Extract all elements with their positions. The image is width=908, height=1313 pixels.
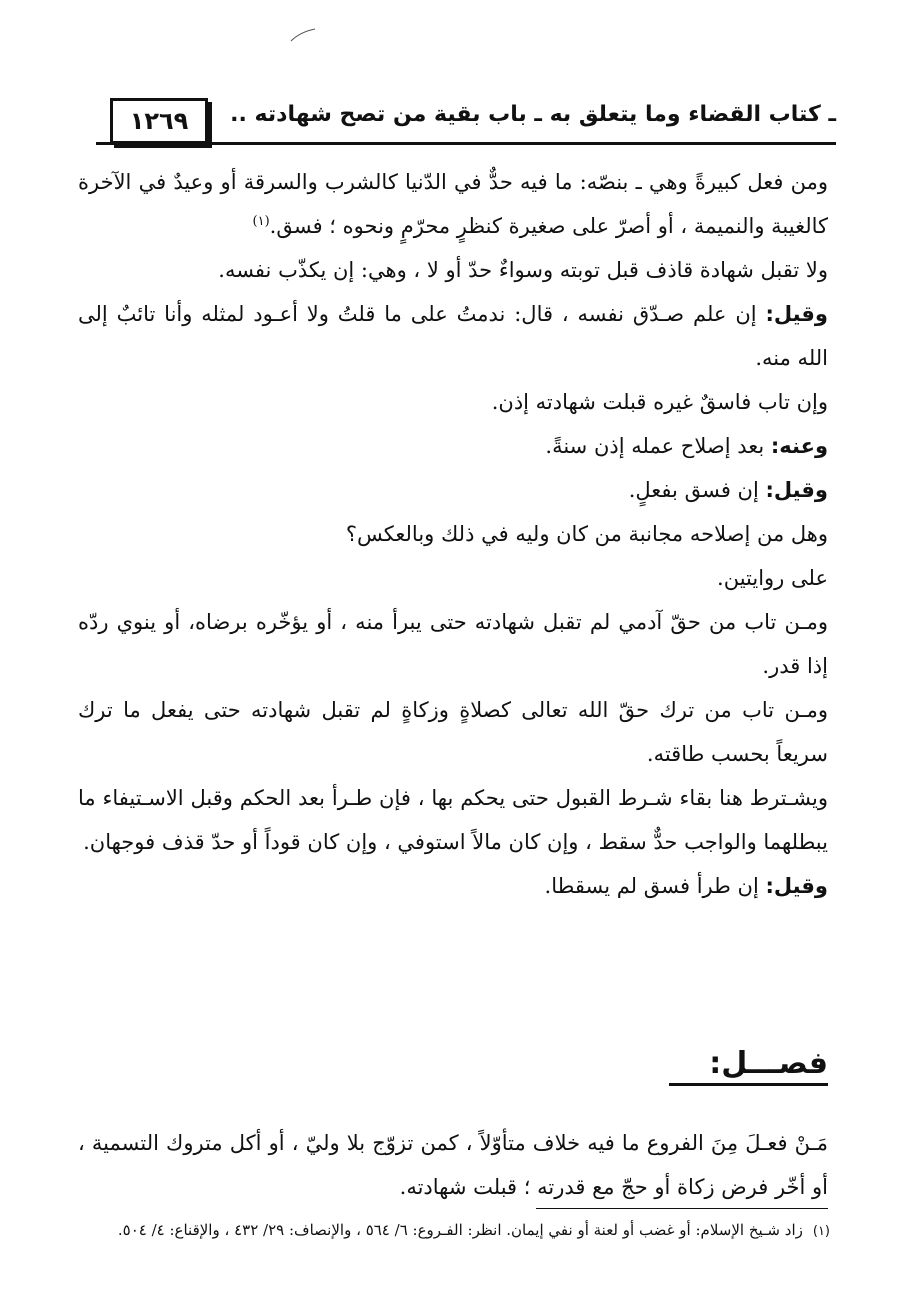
running-title: ـ كتاب القضاء وما يتعلق به ـ باب بقية من تصح شهادته .. [230,102,836,127]
page-header [96,96,836,148]
paragraph-text: وهل من إصلاحه مجانبة من كان وليه في ذلك وبالعكس؟ [345,522,828,546]
footnote-text: زاد شـيخ الإسلام: أو غضب أو لعنة أو نفي إيمان. انظر: الفـروع: ٦/ ٥٦٤ ، والإنصاف: ٢٩/ ٤٣٢ ، والإقناع: ٤/ ٥٠٤. [117,1221,803,1239]
paragraph-text: بعد إصلاح عمله إذن سنةً. [545,434,771,458]
paragraph [78,468,828,512]
paragraph-text: إن فسق بفعلٍ. [628,478,766,502]
header-rule [96,142,836,145]
paragraph-text: وإن تاب فاسقٌ غيره قبلت شهادته إذن. [491,390,828,414]
paragraph-text: ومـن تاب من حقّ آدمي لم تقبل شهادته حتى يبرأ منه ، أو يؤخّره برضاه، أو ينوي ردّه إذا قدر. [78,610,828,678]
page-number: ١٢٦٩ [110,98,208,144]
paragraph [78,380,828,424]
paragraph [78,600,828,688]
paragraph-lead: وقيل: [765,874,828,898]
paragraph [78,512,828,556]
paragraph-lead: وقيل: [765,478,828,502]
footnote-ref: (١) [252,214,270,229]
paragraph-text: ويشـترط هنا بقاء شـرط القبول حتى يحكم بها ، فإن طـرأ بعد الحكم وقبل الاسـتيفاء ما يبطلهما والواجب حدٌّ سقط ، وإن كان مالاً استوفي ، وإن كان قوداً أو حدّ قذف فوجهان. [78,786,828,854]
paragraph-lead: وقيل: [765,302,828,326]
paragraph [78,160,828,248]
paragraph-text: إن علم صـدّق نفسه ، قال: ندمتُ على ما قلتُ ولا أعـود لمثله وأنا تائبٌ إلى الله منه. [78,302,828,370]
footnote-number: (١) [812,1224,830,1239]
pen-mark [290,28,316,42]
paragraph [78,864,828,908]
paragraph-text: ومـن تاب من ترك حقّ الله تعالى كصلاةٍ وزكاةٍ لم تقبل شهادته حتى يفعل ما ترك سريعاً بحسب طاقته. [78,698,828,766]
footnote [90,1216,830,1246]
section-heading: فصـــل: [669,1046,828,1086]
paragraph-text: ومن فعل كبيرةً وهي ـ بنصّه: ما فيه حدٌّ في الدّنيا كالشرب والسرقة أو وعيدٌ في الآخرة كالغيبة والنميمة ، أو أصرّ على صغيرة كنظرٍ محرّمٍ ونحوه ؛ فسق. [78,170,828,238]
paragraph-text: على روايتين. [717,566,828,590]
footnote-rule [536,1208,828,1209]
paragraph [78,688,828,776]
main-text [78,160,828,908]
paragraph [78,424,828,468]
paragraph-text: إن طرأ فسق لم يسقطا. [544,874,766,898]
paragraph [78,248,828,292]
paragraph [78,776,828,864]
paragraph [78,556,828,600]
paragraph [78,292,828,380]
section-text: مَـنْ فعـلَ مِنَ الفروع ما فيه خلاف متأوّلاً ، كمن تزوّج بلا وليّ ، أو أكل متروك التسمية ، أو أخّر فرض زكاة أو حجّ مع قدرته ؛ قبلت شهادته. [78,1131,828,1199]
paragraph-text: ولا تقبل شهادة قاذف قبل توبته وسواءٌ حدّ أو لا ، وهي: إن يكذّب نفسه. [218,258,828,282]
paragraph-lead: وعنه: [770,434,828,458]
